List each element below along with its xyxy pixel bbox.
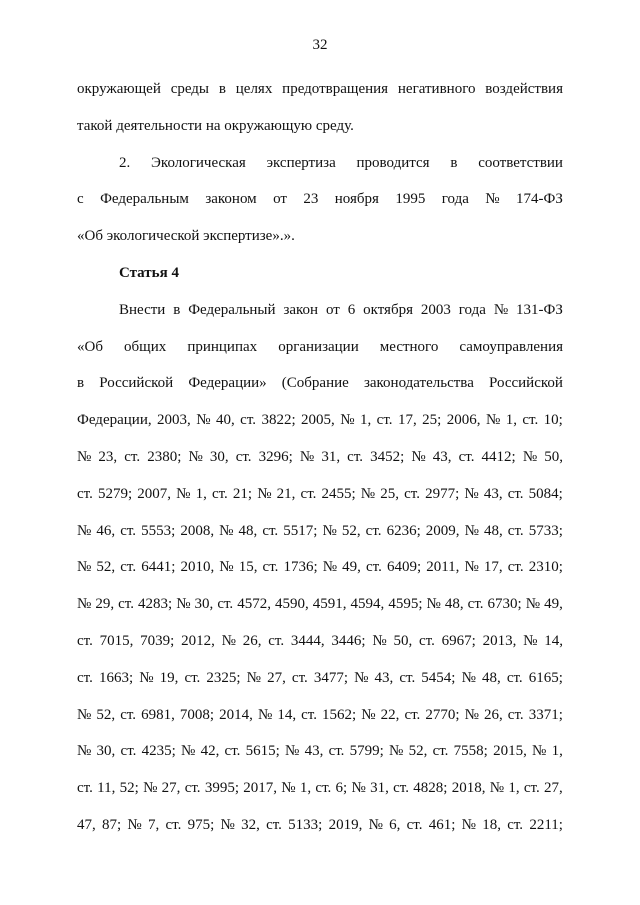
- word: 43,: [432, 448, 452, 465]
- word: №: [219, 522, 234, 539]
- word: от: [325, 301, 340, 318]
- word: ст.: [507, 706, 524, 723]
- word: №: [77, 596, 92, 613]
- word: 5454;: [421, 669, 456, 686]
- word: 6: [347, 301, 356, 318]
- word: 30,: [209, 448, 229, 465]
- word: 3452;: [370, 448, 405, 465]
- word: «Об: [77, 338, 103, 355]
- text-line: [77, 71, 563, 108]
- word: 26,: [483, 706, 503, 723]
- page-number: 32: [312, 37, 328, 53]
- word: 7558;: [453, 743, 488, 760]
- word: ст.: [467, 596, 484, 613]
- word: в: [173, 301, 181, 318]
- word: 48,: [444, 596, 464, 613]
- word: 2211;: [529, 816, 563, 833]
- word: 2014,: [219, 706, 253, 723]
- word: 10;: [543, 412, 563, 429]
- word: 30,: [96, 743, 116, 760]
- word: ст.: [217, 596, 234, 613]
- word: 1,: [505, 412, 517, 429]
- word: №: [143, 780, 158, 797]
- word: 6981,: [141, 706, 175, 723]
- word: 17,: [397, 412, 417, 429]
- word: местного: [379, 338, 439, 355]
- word: Федеральный: [188, 301, 276, 318]
- word: 7,: [147, 816, 160, 833]
- word: №: [285, 743, 300, 760]
- word: 87;: [102, 816, 122, 833]
- word: 18,: [482, 816, 501, 833]
- word: №: [257, 706, 273, 723]
- word: 6409;: [386, 559, 422, 576]
- word: 7008;: [179, 706, 215, 723]
- word: 1736;: [283, 559, 318, 576]
- word: №: [246, 669, 261, 686]
- word: 2325;: [206, 669, 241, 686]
- word: принципах: [187, 338, 258, 355]
- word: закон: [283, 301, 319, 318]
- word: ст.: [347, 448, 363, 465]
- word: 48,: [238, 522, 258, 539]
- word: 19,: [159, 669, 179, 686]
- word: №: [485, 412, 501, 429]
- word: ст.: [291, 669, 308, 686]
- word: 1663;: [98, 669, 134, 686]
- word: №: [389, 743, 404, 760]
- word: ст.: [77, 485, 93, 502]
- word: Федерации,: [77, 412, 152, 429]
- word: №: [361, 706, 376, 723]
- word: с: [77, 191, 84, 208]
- word: ст.: [404, 706, 421, 723]
- word: 46,: [96, 522, 116, 539]
- word: №: [281, 780, 296, 797]
- word: ст.: [240, 412, 256, 429]
- word: 174-ФЗ: [516, 191, 563, 208]
- word: №: [77, 743, 92, 760]
- text-line: [77, 586, 563, 623]
- word: №: [77, 448, 92, 465]
- word: Российской: [99, 375, 174, 392]
- word: 30,: [194, 596, 214, 613]
- word: 42,: [200, 743, 220, 760]
- word: №: [461, 816, 476, 833]
- word: в: [218, 81, 226, 97]
- article-heading: Статья 4: [119, 264, 179, 281]
- text-line: [77, 697, 563, 734]
- text-line: [77, 513, 563, 550]
- word: 17,: [483, 559, 503, 576]
- word: ст.: [120, 743, 137, 760]
- word: №: [257, 485, 272, 502]
- word: 2455;: [321, 485, 356, 502]
- word: ст.: [235, 448, 252, 465]
- word: Федеральным: [100, 191, 189, 208]
- word: 3446;: [331, 632, 366, 649]
- word: ст.: [300, 485, 317, 502]
- word: 2017,: [243, 780, 278, 797]
- word: 1,: [359, 412, 372, 429]
- word: 975;: [187, 816, 215, 833]
- word: 2310;: [528, 559, 563, 576]
- word: 5799;: [349, 743, 384, 760]
- word: №: [464, 559, 479, 576]
- word: 47,: [77, 816, 96, 833]
- word: законодательства: [363, 375, 474, 392]
- word: ст.: [523, 780, 540, 797]
- word: 4590,: [274, 596, 309, 613]
- word: 21;: [232, 485, 253, 502]
- word: №: [196, 412, 211, 429]
- word: №: [372, 632, 387, 649]
- word: ст.: [507, 485, 524, 502]
- word: 49,: [544, 596, 563, 613]
- word: 32,: [241, 816, 260, 833]
- word: 23,: [98, 448, 118, 465]
- word: 6967;: [441, 632, 476, 649]
- word: 3296;: [258, 448, 293, 465]
- word: 461;: [428, 816, 456, 833]
- word: 48,: [483, 522, 503, 539]
- word: №: [464, 522, 479, 539]
- text-line: «Об экологической экспертизе».».: [77, 228, 295, 245]
- word: года: [458, 301, 486, 318]
- word: 4591,: [312, 596, 347, 613]
- word: самоуправления: [459, 338, 563, 355]
- word: 43,: [483, 485, 503, 502]
- word: ст.: [184, 669, 201, 686]
- word: проводится: [356, 154, 430, 171]
- word: Российской: [489, 375, 563, 392]
- word: №: [77, 522, 92, 539]
- word: ст.: [301, 706, 317, 723]
- word: 4828;: [413, 780, 448, 797]
- word: ст.: [77, 669, 93, 686]
- word: №: [219, 559, 234, 576]
- word: 2003: [420, 301, 451, 318]
- word: №: [221, 632, 236, 649]
- text-line: [77, 660, 563, 697]
- word: 1,: [299, 780, 312, 797]
- word: ст.: [184, 780, 201, 797]
- text-line: [77, 770, 563, 807]
- word: 3444,: [290, 632, 325, 649]
- document-body: [77, 71, 563, 844]
- word: октября: [363, 301, 413, 318]
- word: целях: [235, 81, 273, 97]
- word: №: [139, 669, 154, 686]
- word: 6730;: [487, 596, 522, 613]
- text-line: [77, 439, 563, 476]
- word: 22,: [380, 706, 400, 723]
- word: ст.: [211, 485, 228, 502]
- text-line: [77, 329, 563, 366]
- word: 4412;: [481, 448, 516, 465]
- word: №: [485, 191, 500, 208]
- word: Экологическая: [151, 154, 246, 171]
- word: ст.: [315, 780, 332, 797]
- word: №: [522, 448, 538, 465]
- word: 1,: [508, 780, 520, 797]
- word: 31,: [321, 448, 341, 465]
- word: 2.: [119, 154, 131, 171]
- word: 2380;: [147, 448, 182, 465]
- word: воздействия: [485, 81, 563, 97]
- word: ст.: [404, 485, 420, 502]
- word: 2006,: [446, 412, 481, 429]
- word: 2003,: [157, 412, 191, 429]
- word: 6441;: [141, 559, 176, 576]
- word: общих: [124, 338, 167, 355]
- text-line: [77, 623, 563, 660]
- word: 15,: [238, 559, 258, 576]
- word: 2005,: [301, 412, 335, 429]
- word: ноября: [334, 191, 379, 208]
- word: ст.: [406, 816, 423, 833]
- word: 5553;: [141, 522, 176, 539]
- word: 25;: [422, 412, 442, 429]
- word: 43,: [304, 743, 324, 760]
- text-line: [77, 807, 563, 844]
- text-line: [77, 549, 563, 586]
- word: 7039;: [140, 632, 175, 649]
- word: №: [525, 596, 541, 613]
- word: 2012,: [181, 632, 215, 649]
- word: №: [299, 448, 315, 465]
- word: №: [351, 780, 366, 797]
- word: №: [426, 596, 441, 613]
- word: 52;: [119, 780, 139, 797]
- word: экспертиза: [266, 154, 336, 171]
- text-line: такой деятельности на окружающую среду.: [77, 117, 354, 134]
- word: ст.: [506, 669, 523, 686]
- word: №: [489, 780, 505, 797]
- word: 2009,: [425, 522, 460, 539]
- word: №: [176, 485, 191, 502]
- word: 1562;: [322, 706, 357, 723]
- word: №: [181, 743, 196, 760]
- word: Федерации»: [188, 375, 267, 392]
- word: №: [220, 816, 235, 833]
- word: (Собрание: [281, 375, 349, 392]
- word: ст.: [365, 522, 382, 539]
- word: 52,: [96, 706, 116, 723]
- word: 2019,: [328, 816, 363, 833]
- word: 27,: [267, 669, 286, 686]
- word: ст.: [393, 780, 409, 797]
- word: 40,: [215, 412, 235, 429]
- text-line: [77, 733, 563, 770]
- word: 5084;: [528, 485, 563, 502]
- word: 31,: [370, 780, 389, 797]
- word: в: [77, 375, 85, 392]
- word: 3995;: [204, 780, 239, 797]
- word: ст.: [366, 559, 382, 576]
- word: организации: [278, 338, 359, 355]
- word: ст.: [458, 448, 475, 465]
- word: 52,: [341, 522, 361, 539]
- word: 48,: [481, 669, 501, 686]
- word: ст.: [268, 632, 285, 649]
- word: ст.: [507, 522, 524, 539]
- word: 4283;: [138, 596, 173, 613]
- word: 3371;: [528, 706, 563, 723]
- word: 2015,: [493, 743, 527, 760]
- word: 50,: [393, 632, 413, 649]
- word: 6236;: [386, 522, 421, 539]
- word: от: [273, 191, 287, 208]
- word: 2008,: [180, 522, 215, 539]
- word: 131-ФЗ: [516, 301, 563, 318]
- word: 29,: [95, 596, 115, 613]
- word: 1,: [551, 743, 563, 760]
- word: 1995: [395, 191, 426, 208]
- word: №: [411, 448, 426, 465]
- word: №: [354, 669, 369, 686]
- word: №: [493, 301, 509, 318]
- word: 4235;: [141, 743, 176, 760]
- word: №: [322, 522, 337, 539]
- text-line: [77, 145, 563, 182]
- word: 5733;: [528, 522, 563, 539]
- word: №: [523, 632, 538, 649]
- word: 14,: [277, 706, 297, 723]
- word: ст.: [120, 706, 137, 723]
- word: №: [322, 559, 338, 576]
- word: №: [461, 669, 476, 686]
- text-line: [77, 365, 563, 402]
- word: ст.: [507, 559, 524, 576]
- word: 3822;: [261, 412, 296, 429]
- word: 14,: [544, 632, 563, 649]
- word: 2018,: [451, 780, 486, 797]
- word: 27,: [543, 780, 563, 797]
- word: законом: [205, 191, 257, 208]
- word: ст.: [124, 448, 141, 465]
- word: №: [464, 485, 479, 502]
- text-line: [77, 292, 563, 329]
- word: 43,: [374, 669, 394, 686]
- word: №: [77, 559, 92, 576]
- word: 50,: [544, 448, 563, 465]
- word: №: [464, 706, 479, 723]
- word: ст.: [165, 816, 182, 833]
- word: окружающей: [77, 81, 161, 97]
- word: негативного: [397, 81, 476, 97]
- word: 26,: [242, 632, 262, 649]
- word: соответствии: [478, 154, 563, 171]
- word: ст.: [262, 559, 279, 576]
- word: 49,: [342, 559, 361, 576]
- word: 5615;: [245, 743, 280, 760]
- word: ст.: [376, 412, 393, 429]
- word: 2007,: [137, 485, 172, 502]
- word: 6165;: [528, 669, 563, 686]
- text-line: [77, 402, 563, 439]
- word: 52,: [408, 743, 428, 760]
- word: ст.: [77, 780, 93, 797]
- word: ст.: [262, 522, 279, 539]
- word: ст.: [77, 632, 93, 649]
- word: Внести: [119, 301, 166, 318]
- word: ст.: [522, 412, 539, 429]
- word: 3477;: [313, 669, 349, 686]
- word: в: [450, 154, 458, 171]
- word: ст.: [432, 743, 449, 760]
- word: №: [532, 743, 547, 760]
- word: №: [340, 412, 355, 429]
- word: ст.: [507, 816, 524, 833]
- word: ст.: [266, 816, 282, 833]
- text-line: [77, 476, 563, 513]
- word: среды: [170, 81, 210, 97]
- word: 4572,: [237, 596, 271, 613]
- word: 27,: [161, 780, 181, 797]
- word: 2010,: [180, 559, 215, 576]
- word: 6,: [389, 816, 401, 833]
- word: ст.: [419, 632, 435, 649]
- word: №: [127, 816, 142, 833]
- word: 4595;: [388, 596, 423, 613]
- word: 5517;: [283, 522, 318, 539]
- word: 23: [303, 191, 319, 208]
- word: №: [176, 596, 191, 613]
- word: ст.: [120, 559, 137, 576]
- word: ст.: [224, 743, 241, 760]
- word: ст.: [399, 669, 416, 686]
- word: №: [188, 448, 203, 465]
- word: №: [77, 706, 92, 723]
- word: 6;: [335, 780, 348, 797]
- word: 2013,: [482, 632, 517, 649]
- word: 5133;: [288, 816, 323, 833]
- word: 11,: [97, 780, 116, 797]
- word: №: [360, 485, 376, 502]
- word: 52,: [96, 559, 116, 576]
- word: ст.: [120, 522, 137, 539]
- word: 5279;: [97, 485, 133, 502]
- word: 7015,: [99, 632, 134, 649]
- word: 21,: [276, 485, 296, 502]
- word: ст.: [118, 596, 134, 613]
- word: года: [441, 191, 469, 208]
- word: предотвращения: [282, 81, 389, 97]
- word: 2977;: [425, 485, 460, 502]
- word: ст.: [328, 743, 345, 760]
- word: 2011,: [426, 559, 460, 576]
- word: 1,: [195, 485, 207, 502]
- word: 4594,: [350, 596, 385, 613]
- word: 2770;: [425, 706, 460, 723]
- word: 25,: [380, 485, 399, 502]
- text-line: [77, 181, 563, 218]
- word: №: [368, 816, 383, 833]
